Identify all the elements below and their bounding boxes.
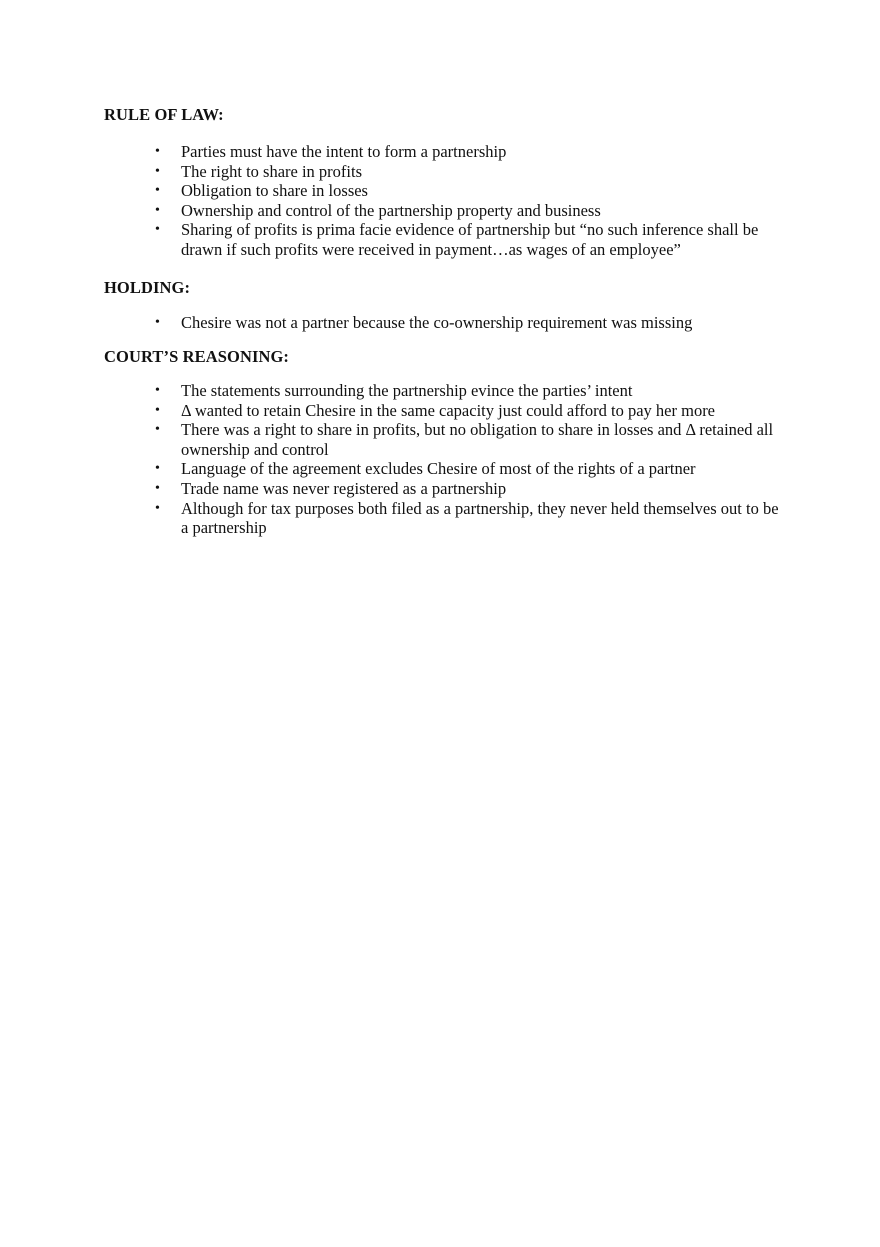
rule-of-law-list	[0, 142, 880, 260]
bullet-icon: •	[155, 222, 160, 238]
bullet-icon: •	[155, 144, 160, 159]
bullet-icon: •	[155, 480, 160, 496]
courts-reasoning-list	[0, 381, 880, 538]
holding-list	[0, 313, 880, 333]
list-item	[0, 313, 781, 333]
list-item	[0, 459, 781, 479]
heading-rule-of-law: RULE OF LAW:	[104, 105, 224, 124]
list-item-text: The statements surrounding the partnership evince the parties’ intent	[181, 381, 633, 400]
list-item-text: Although for tax purposes both filed as a partnership, they never held themselves out to be a partnership	[181, 498, 779, 538]
bullet-icon: •	[155, 315, 160, 330]
list-item-text: Ownership and control of the partnership property and business	[181, 200, 601, 220]
bullet-icon: •	[155, 163, 160, 179]
bullet-icon: •	[155, 383, 160, 398]
list-item-text: There was a right to share in profits, but no obligation to share in losses and Δ retained all ownership and control	[181, 420, 774, 459]
list-item	[0, 162, 781, 182]
list-item-text: Parties must have the intent to form a partnership	[181, 142, 507, 161]
bullet-icon: •	[155, 500, 160, 516]
list-item	[0, 479, 781, 499]
list-item-text: Δ wanted to retain Chesire in the same capacity just could afford to pay her more	[181, 400, 716, 420]
heading-holding: HOLDING:	[104, 278, 191, 297]
list-item-text: Chesire was not a partner because the co-ownership requirement was missing	[181, 313, 693, 332]
bullet-icon: •	[155, 402, 160, 418]
list-item-text: Sharing of profits is prima facie evidence of partnership but “no such inference shall be drawn if such profits were received in payment…as wages of an employee”	[181, 220, 759, 259]
list-item	[0, 201, 781, 221]
list-item	[0, 220, 781, 259]
list-item-text: Language of the agreement excludes Chesire of most of the rights of a partner	[181, 459, 696, 479]
list-item	[0, 181, 781, 201]
bullet-icon: •	[155, 183, 160, 199]
list-item-text: The right to share in profits	[181, 161, 363, 181]
bullet-icon: •	[155, 202, 160, 218]
bullet-icon: •	[155, 422, 160, 438]
bullet-icon: •	[155, 461, 160, 477]
list-item	[0, 401, 781, 421]
list-item-text: Obligation to share in losses	[181, 181, 368, 201]
list-item	[0, 499, 781, 538]
list-item	[0, 420, 781, 459]
heading-courts-reasoning: COURT’S REASONING:	[104, 347, 290, 366]
list-item	[0, 142, 781, 162]
list-item	[0, 381, 781, 401]
list-item-text: Trade name was never registered as a partnership	[181, 478, 507, 498]
